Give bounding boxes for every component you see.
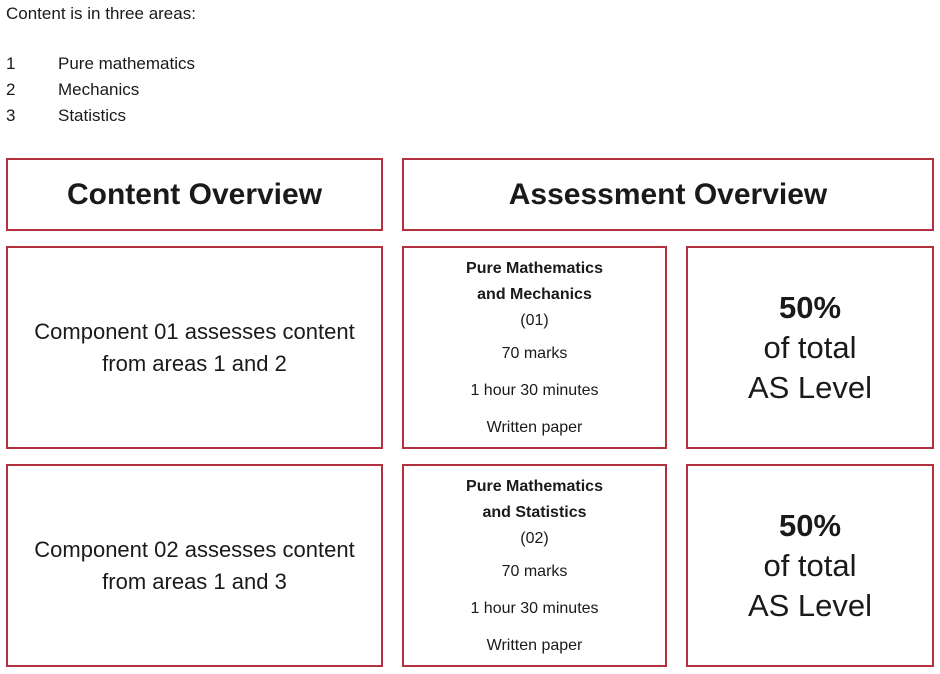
component-02-content-box (6, 464, 383, 667)
format-text: Written paper (486, 419, 583, 436)
component-02-assessment-box (402, 464, 667, 667)
assessment-overview-header (402, 158, 934, 231)
area-number: 2 (6, 80, 16, 99)
duration-text: 1 hour 30 minutes (470, 600, 599, 617)
assessment-title-line1: Pure Mathematics (466, 260, 603, 277)
area-label: Mechanics (58, 80, 140, 99)
assessment-overview-title: Assessment Overview (508, 177, 828, 211)
assessment-title-line2: and Statistics (482, 504, 587, 521)
marks-text: 70 marks (501, 563, 568, 580)
component-content-line1: Component 01 assesses content (34, 318, 355, 344)
weight-percent: 50% (778, 289, 842, 325)
assessment-title-line2: and Mechanics (477, 286, 592, 303)
component-content-line2: from areas 1 and 2 (102, 350, 287, 376)
list-item (6, 80, 195, 106)
component-code: (02) (520, 530, 549, 547)
component-01-content-box (6, 246, 383, 449)
component-01-weight-box (686, 246, 934, 449)
component-01-assessment-box (402, 246, 667, 449)
marks-text: 70 marks (501, 345, 568, 362)
weight-line2: of total (763, 329, 857, 365)
format-text: Written paper (486, 637, 583, 654)
list-item (6, 106, 195, 132)
weight-line2: of total (763, 547, 857, 583)
area-label: Statistics (58, 106, 127, 125)
list-item (6, 54, 195, 80)
component-content-line1: Component 02 assesses content (34, 536, 355, 562)
intro-text: Content is in three areas: (6, 4, 196, 23)
content-overview-title: Content Overview (66, 177, 323, 211)
assessment-title-line1: Pure Mathematics (466, 478, 603, 495)
area-number: 1 (6, 54, 16, 73)
content-overview-header (6, 158, 383, 231)
component-code: (01) (520, 312, 549, 329)
duration-text: 1 hour 30 minutes (470, 382, 599, 399)
weight-line3: AS Level (747, 587, 873, 623)
component-content-line2: from areas 1 and 3 (102, 568, 287, 594)
weight-percent: 50% (778, 507, 842, 543)
component-02-weight-box (686, 464, 934, 667)
weight-line3: AS Level (747, 369, 873, 405)
area-number: 3 (6, 106, 16, 125)
areas-list (6, 54, 195, 132)
area-label: Pure mathematics (58, 54, 195, 73)
